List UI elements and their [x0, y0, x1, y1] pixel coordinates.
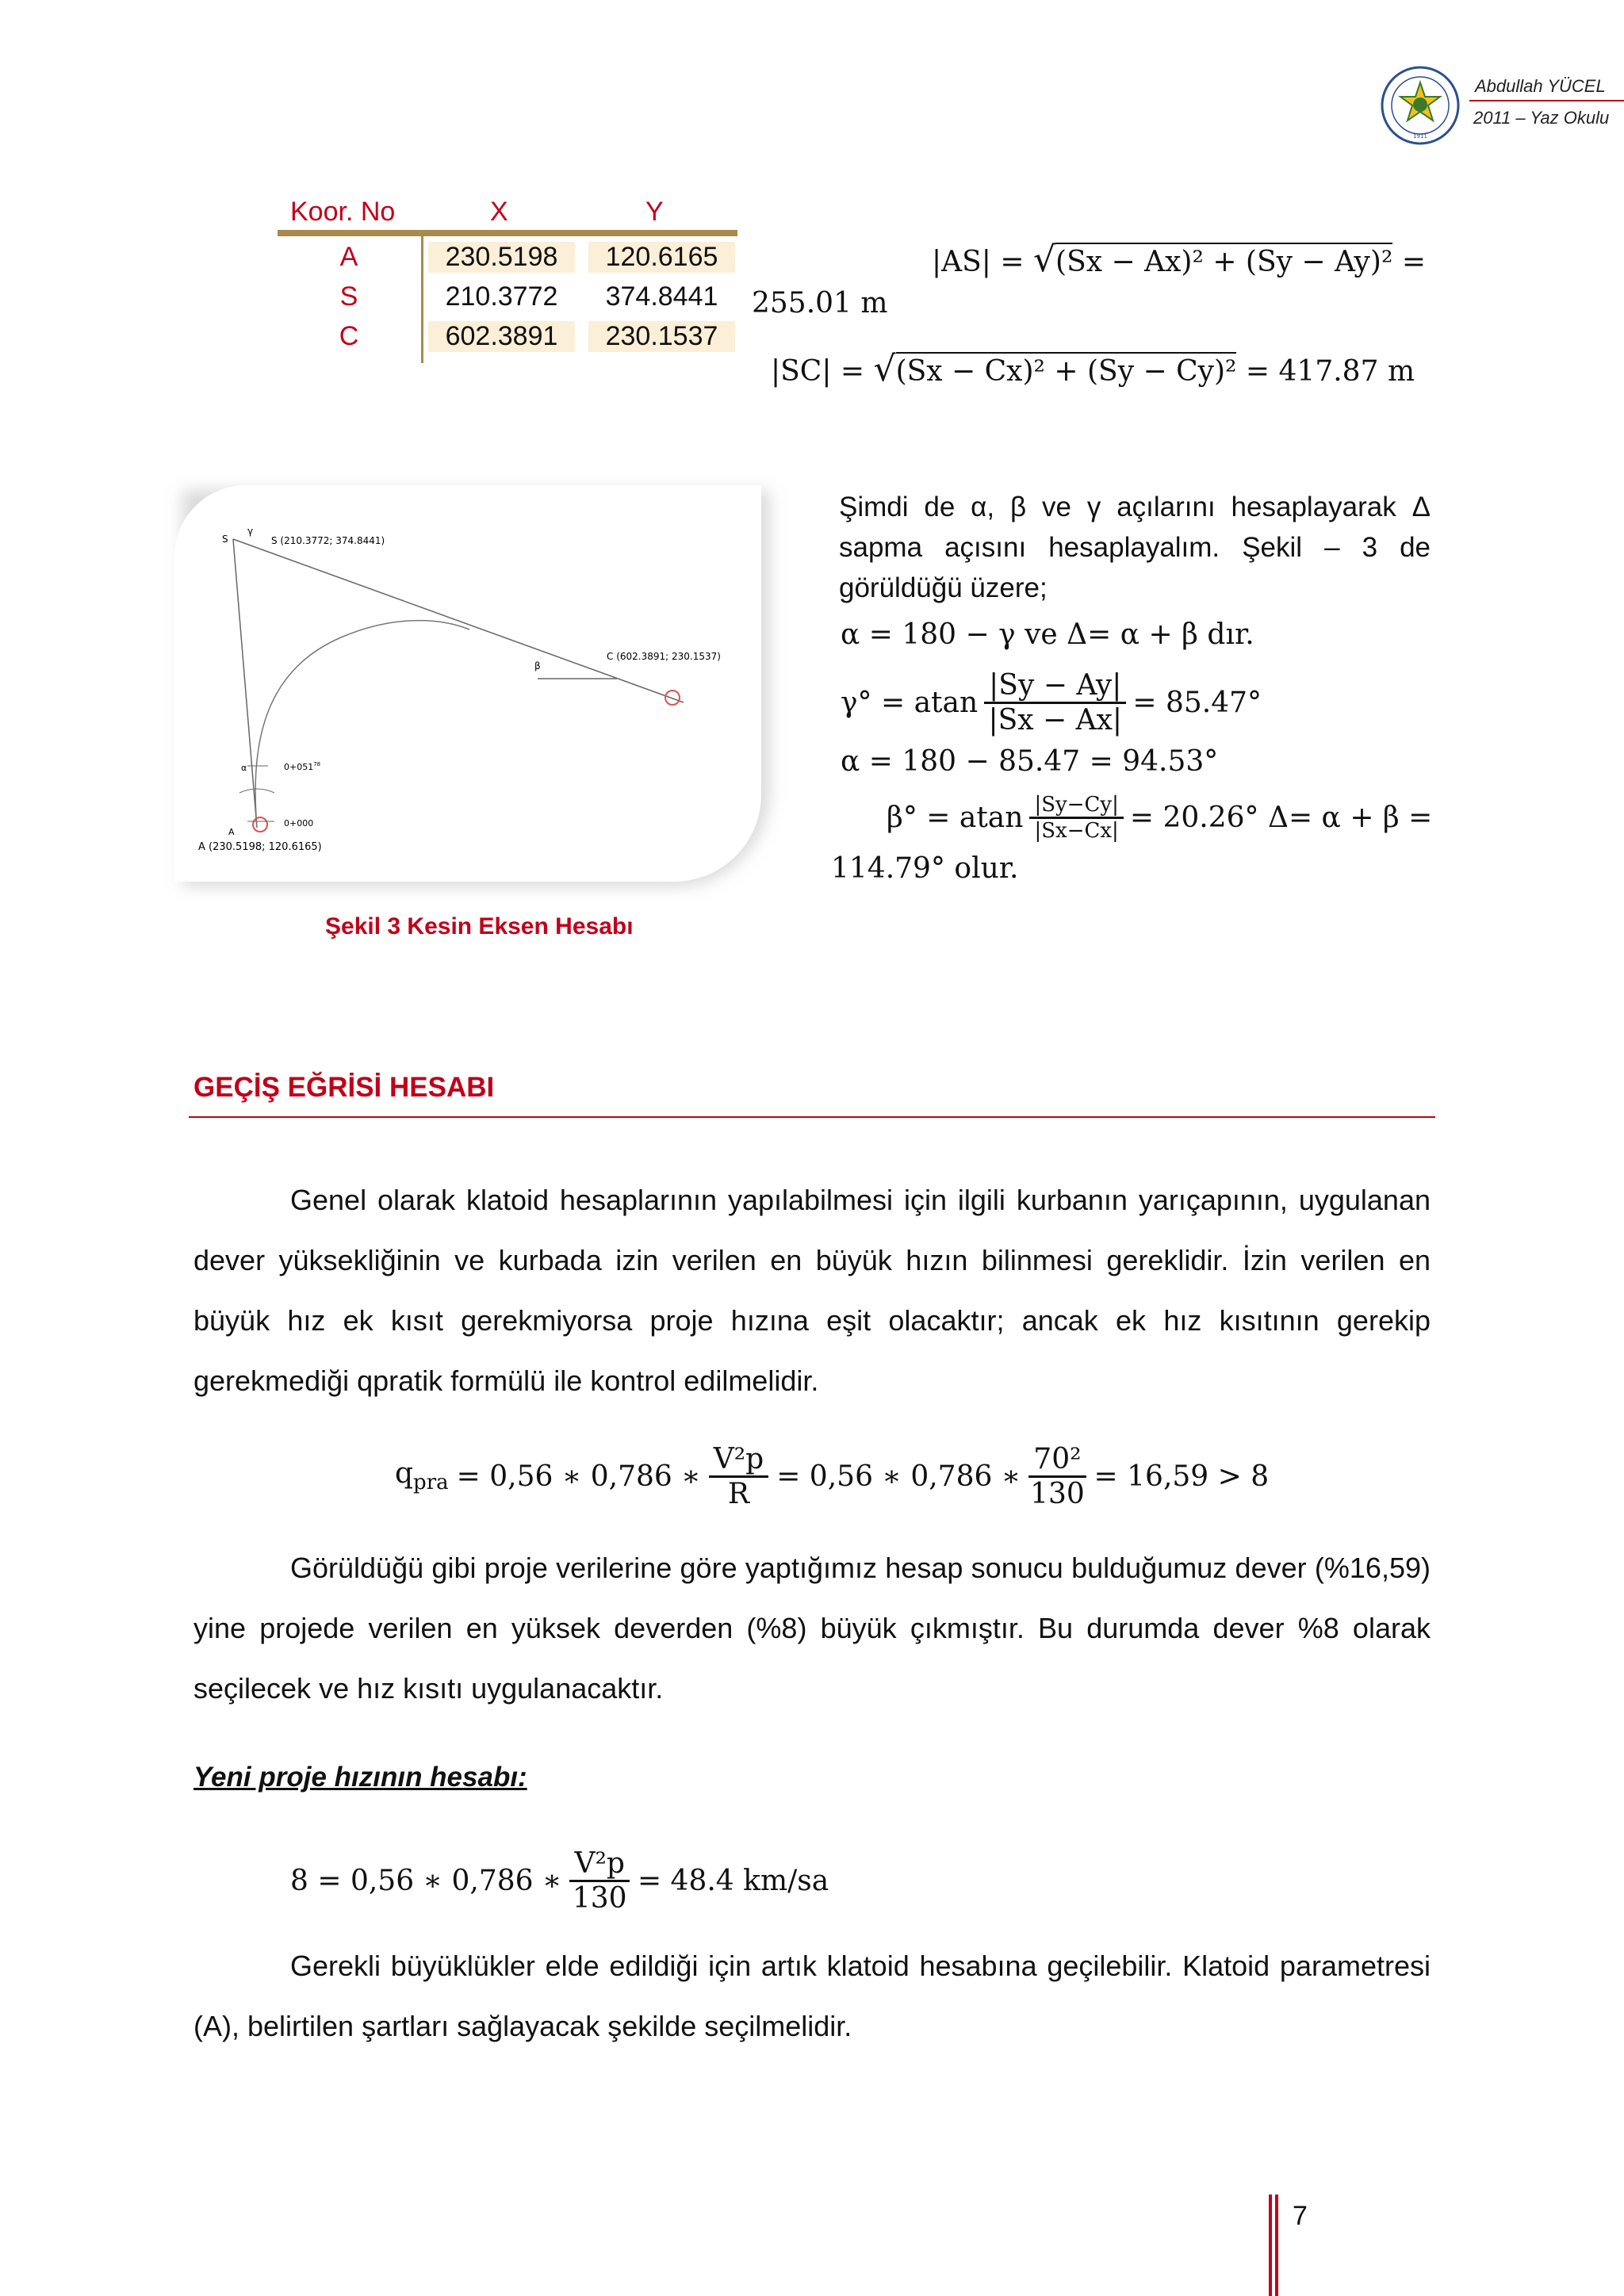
gamma-equation [841, 658, 1262, 747]
table-header-rule [278, 230, 737, 236]
qpra-rhs: = 16,59 > 8 [1094, 1460, 1270, 1493]
university-logo [1380, 65, 1461, 146]
gamma-denominator: |Sx − Ax| [988, 703, 1123, 737]
speed-numerator: V²p [569, 1847, 629, 1882]
as-result: 255.01 m [752, 287, 888, 320]
table-row [278, 321, 730, 361]
qpra-denominator-1: R [727, 1477, 750, 1510]
fig-coord-s: S (210.3772; 374.8441) [271, 535, 385, 546]
paragraph-3: Gerekli büyüklükler elde edildiği için artık klatoid hesabına geçilebilir. Klatoid parametresi (A), belirtilen şartları sağlayacak şekilde seçilmelidir. [193, 1950, 1431, 2042]
beta-equation [887, 785, 1432, 850]
header-course: 2011 – Yaz Okulu [1473, 108, 1610, 128]
delta-result: 114.79° olur. [831, 852, 1019, 885]
angles-intro-line1: Şimdi de α, β ve γ açılarını hesaplayarak Δ [839, 492, 1431, 522]
qpra-mid-2: = 0,56 ∗ 0,786 ∗ [776, 1460, 1021, 1493]
speed-lhs: 8 = 0,56 ∗ 0,786 ∗ [290, 1864, 562, 1897]
gamma-lhs: γ° = atan [841, 686, 979, 719]
as-lhs: |AS| = [932, 246, 1025, 278]
qpra-fraction-2 [1028, 1443, 1086, 1510]
page-number-bar [1269, 2195, 1272, 2296]
row-label: S [339, 281, 358, 312]
paragraph-2: Görüldüğü gibi proje verilerine göre yaptığımız hesap sonucu bulduğumuz dever (%16,59) yine projede verilen en yüksek deverden (%8) büyük çıkmıştır. Bu durumda dever %8 olarak seçilecek ve hız kısıtı uygulanacaktır. [193, 1552, 1431, 1705]
gamma-numerator: |Sy − Ay| [984, 669, 1126, 704]
speed-rhs: = 48.4 km/sa [637, 1864, 829, 1897]
section-title: GEÇİŞ EĞRİSİ HESABI [193, 1072, 495, 1103]
qpra-mid: = 0,56 ∗ 0,786 ∗ [456, 1460, 701, 1493]
angles-intro-line2: sapma açısını hesaplayalım. Şekil – 3 de [839, 532, 1431, 563]
table-row [278, 281, 730, 321]
page-number-bar [1275, 2195, 1278, 2296]
beta-fraction [1029, 793, 1123, 843]
beta-denominator: |Sx−Cx| [1034, 818, 1119, 843]
section-divider [189, 1116, 1435, 1118]
svg-text:1911: 1911 [1413, 133, 1427, 140]
sc-lhs: |SC| = [771, 355, 865, 388]
qpra-numerator-1: V²p [709, 1443, 768, 1478]
beta-lhs: β° = atan [887, 801, 1024, 834]
fig-station-0: 0+000 [284, 818, 314, 828]
speed-denominator: 130 [572, 1881, 627, 1915]
fig-gamma: γ [247, 526, 254, 537]
angles-intro-line3: görüldüğü üzere; [839, 572, 1048, 603]
beta-rhs: = 20.26° Δ= α + β = [1129, 801, 1433, 834]
fig-coord-c: C (602.3891; 230.1537) [607, 651, 721, 662]
speed-equation [290, 1836, 829, 1925]
alpha-calculation: α = 180 − 85.47 = 94.53° [841, 745, 1219, 778]
fig-label-a: A [228, 827, 235, 837]
cell-x: 230.5198 [428, 242, 575, 273]
subsection-title: Yeni proje hızının hesabı: [193, 1762, 527, 1793]
row-label: C [339, 321, 359, 351]
cell-x: 602.3891 [428, 321, 575, 352]
cell-y: 374.8441 [605, 281, 718, 312]
header-divider [1469, 100, 1624, 101]
col-header-y: Y [645, 197, 664, 227]
cell-y: 120.6165 [588, 242, 735, 273]
header-author: Abdullah YÜCEL [1475, 76, 1606, 96]
gamma-fraction [984, 669, 1126, 737]
qpra-denominator-2: 130 [1030, 1477, 1085, 1510]
figure-axis-diagram [174, 485, 761, 882]
as-radicand: (Sx − Ax)² + (Sy − Ay)² [1055, 243, 1392, 278]
alpha-definition: α = 180 − γ ve Δ= α + β dır. [841, 618, 1254, 651]
fig-station-51: $0+051^{78}$ [284, 761, 321, 772]
qpra-fraction-1 [709, 1443, 768, 1510]
qpra-equation [395, 1432, 1269, 1521]
beta-numerator: |Sy−Cy| [1029, 793, 1123, 819]
col-header-x: X [490, 197, 508, 227]
figure-caption: Şekil 3 Kesin Eksen Hesabı [325, 913, 634, 939]
row-label: A [339, 242, 358, 272]
sc-radicand: (Sx − Cx)² + (Sy − Cy)² [896, 352, 1237, 388]
as-equation: |AS| = √(Sx − Ax)² + (Sy − Ay)² = [932, 239, 1426, 280]
qpra-lhs: $q_{pra}$ [395, 1457, 449, 1495]
fig-beta: β [534, 660, 541, 672]
fig-label-s: S [222, 534, 228, 545]
sc-result: = 417.87 m [1245, 355, 1415, 388]
fig-alpha: α [241, 763, 247, 773]
page-number: 7 [1293, 2201, 1308, 2231]
as-equals: = [1401, 246, 1426, 278]
col-header-no: Koor. No [290, 197, 396, 227]
gamma-rhs: = 85.47° [1132, 686, 1262, 719]
qpra-numerator-2: 70² [1028, 1443, 1086, 1478]
cell-x: 210.3772 [445, 281, 558, 312]
speed-fraction [569, 1847, 629, 1915]
paragraph-1: Genel olarak klatoid hesaplarının yapılabilmesi için ilgili kurbanın yarıçapının, uygulanan dever yüksekliğinin ve kurbada izin verilen en büyük hızın bilinmesi gereklidir. İzin verilen en büyük hız ek kısıt gerekmiyorsa proje hızına eşit olacaktır; ancak ek hız kısıtının gerekip gerekmediği qpratik formülü ile kontrol edilmelidir. [193, 1184, 1431, 1397]
table-row [278, 242, 730, 281]
sc-equation: |SC| = √(Sx − Cx)² + (Sy − Cy)² = 417.87 m [771, 349, 1415, 389]
fig-coord-a: A (230.5198; 120.6165) [198, 841, 322, 853]
table-divider [421, 236, 423, 363]
cell-y: 230.1537 [588, 321, 735, 352]
